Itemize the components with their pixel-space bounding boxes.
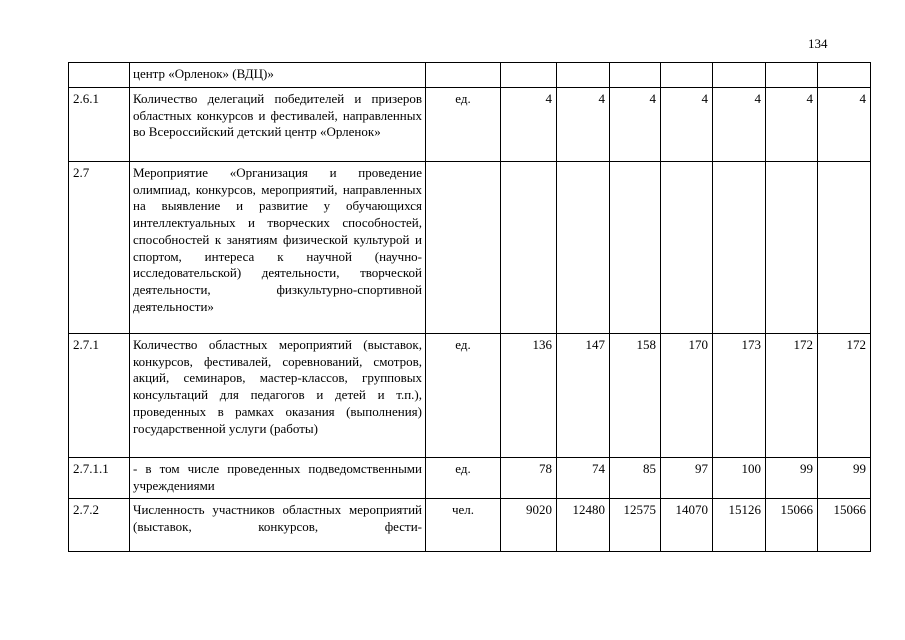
row-unit xyxy=(426,63,501,88)
row-value: 136 xyxy=(501,334,557,458)
row-value xyxy=(501,162,557,334)
row-value xyxy=(610,63,661,88)
row-value: 12480 xyxy=(557,499,610,552)
row-value: 78 xyxy=(501,458,557,499)
row-value: 172 xyxy=(818,334,871,458)
row-value xyxy=(501,63,557,88)
row-value: 15126 xyxy=(713,499,766,552)
row-value: 4 xyxy=(766,88,818,162)
row-value xyxy=(818,63,871,88)
row-value: 4 xyxy=(610,88,661,162)
row-value: 172 xyxy=(766,334,818,458)
table-row xyxy=(69,499,871,552)
table-row xyxy=(69,63,871,88)
row-value: 100 xyxy=(713,458,766,499)
row-value: 99 xyxy=(766,458,818,499)
row-description: Количество областных мероприятий (выставок, конкурсов, фестивалей, соревнований, смотров, акций, семинаров, мастер-классов, групповых консультаций для педагогов и детей и т.п.), проведенных в рамках оказания (выполнения) государственной услуги (работы) xyxy=(130,334,426,458)
row-value xyxy=(610,162,661,334)
row-value xyxy=(818,162,871,334)
row-value xyxy=(713,63,766,88)
row-value: 4 xyxy=(501,88,557,162)
table-row xyxy=(69,88,871,162)
row-value: 4 xyxy=(713,88,766,162)
row-value: 4 xyxy=(661,88,713,162)
row-number: 2.6.1 xyxy=(69,88,130,162)
row-value xyxy=(766,63,818,88)
row-value xyxy=(557,63,610,88)
row-value: 173 xyxy=(713,334,766,458)
row-unit xyxy=(426,162,501,334)
page-number: 134 xyxy=(808,36,828,51)
table-row xyxy=(69,334,871,458)
row-value: 158 xyxy=(610,334,661,458)
row-number: 2.7.1 xyxy=(69,334,130,458)
row-value xyxy=(661,162,713,334)
table-row xyxy=(69,458,871,499)
row-number: 2.7.1.1 xyxy=(69,458,130,499)
row-value: 15066 xyxy=(766,499,818,552)
row-description: центр «Орленок» (ВДЦ)» xyxy=(130,63,426,88)
row-value: 147 xyxy=(557,334,610,458)
row-value: 170 xyxy=(661,334,713,458)
row-description: Количество делегаций победителей и призеров областных конкурсов и фестивалей, направленных во Всероссийский детский центр «Орленок» xyxy=(130,88,426,162)
row-unit: ед. xyxy=(426,334,501,458)
row-value xyxy=(766,162,818,334)
row-value: 99 xyxy=(818,458,871,499)
row-number xyxy=(69,63,130,88)
row-description: Мероприятие «Организация и проведение олимпиад, конкурсов, мероприятий, направленных на выявление и развитие у обучающихся интеллектуальных и творческих способностей, способностей к занятиям физической культурой и спортом, интереса к научной (научно-исследовательской) деятельности, творческой деятельности, физкультурно-спортивной деятельности» xyxy=(130,162,426,334)
row-number: 2.7 xyxy=(69,162,130,334)
table-row xyxy=(69,162,871,334)
row-value: 74 xyxy=(557,458,610,499)
row-value: 15066 xyxy=(818,499,871,552)
row-value: 97 xyxy=(661,458,713,499)
row-value: 4 xyxy=(557,88,610,162)
row-unit: ед. xyxy=(426,458,501,499)
row-description: - в том числе проведенных подведомственными учреждениями xyxy=(130,458,426,499)
row-description: Численность участников областных мероприятий (выставок, конкурсов, фести- xyxy=(130,499,426,552)
row-value xyxy=(661,63,713,88)
row-value: 12575 xyxy=(610,499,661,552)
row-value xyxy=(557,162,610,334)
row-value: 9020 xyxy=(501,499,557,552)
row-unit: чел. xyxy=(426,499,501,552)
indicators-table xyxy=(68,62,871,552)
row-value xyxy=(713,162,766,334)
row-number: 2.7.2 xyxy=(69,499,130,552)
row-value: 4 xyxy=(818,88,871,162)
row-unit: ед. xyxy=(426,88,501,162)
row-value: 14070 xyxy=(661,499,713,552)
row-value: 85 xyxy=(610,458,661,499)
